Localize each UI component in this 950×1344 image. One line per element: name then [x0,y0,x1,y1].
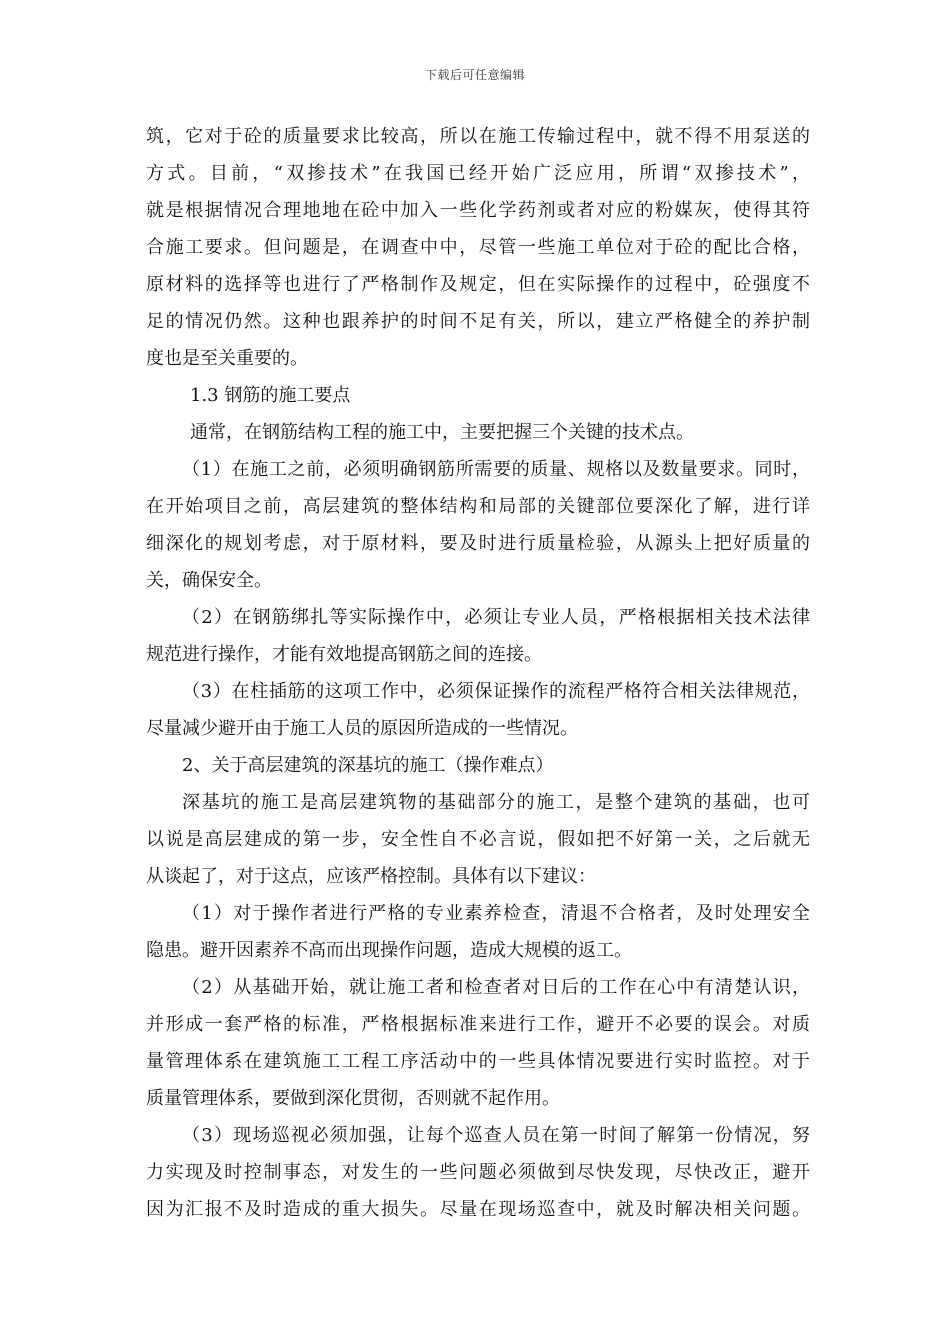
page-header: 下载后可任意编辑 [424,68,525,82]
text-line: 规范进行操作，才能有效地提高钢筋之间的连接。 [146,644,542,665]
text-line: 在开始项目之前，高层建筑的整体结构和局部的关键部位要深化了解，进行详 [146,496,810,517]
text-line: 原材料的选择等也进行了严格制作及规定，但在实际操作的过程中，砼强度不 [146,274,810,295]
list-item: （3）现场巡视必须加强，让每个巡查人员在第一时间了解第一份情况，努 [182,1125,810,1146]
list-item: （1）对于操作者进行严格的专业素养检查，清退不合格者，及时处理安全 [182,903,810,924]
text-line: 从谈起了，对于这点，应该严格控制。具体有以下建议： [146,866,596,887]
text-line: 因为汇报不及时造成的重大损失。尽量在现场巡查中，就及时解决相关问题。 [146,1199,810,1220]
list-item: （2）在钢筋绑扎等实际操作中，必须让专业人员，严格根据相关技术法律 [182,607,810,628]
text-line: 深基坑的施工是高层建筑物的基础部分的施工，是整个建筑的基础，也可 [182,792,810,813]
text-line: 方式。目前，“双掺技术”在我国已经开始广泛应用，所谓“双掺技术”， [146,163,810,184]
text-line: 筑，它对于砼的质量要求比较高，所以在施工传输过程中，就不得不用泵送的 [146,126,810,147]
text-line: 隐患。避开因素养不高而出现操作问题，造成大规模的返工。 [146,940,632,961]
section-heading: 2、关于高层建筑的深基坑的施工（操作难点） [182,755,554,776]
list-item: （2）从基础开始，就让施工者和检查者对日后的工作在心中有清楚认识， [182,977,810,998]
text-line: 量管理体系在建筑施工工程工序活动中的一些具体情况要进行实时监控。对于 [146,1051,810,1072]
text-line: 并形成一套严格的标准，严格根据标准来进行工作，避开不必要的误会。对质 [146,1014,810,1035]
text-line: 通常，在钢筋结构工程的施工中，主要把握三个关键的技术点。 [190,422,694,443]
text-line: 足的情况仍然。这种也跟养护的时间不足有关，所以，建立严格健全的养护制 [146,311,810,332]
list-item: （3）在柱插筋的这项工作中，必须保证操作的流程严格符合相关法律规范， [182,681,810,702]
text-line: 就是根据情况合理地地在砼中加入一些化学药剂或者对应的粉媒灰，使得其符 [146,200,810,221]
text-line: 关，确保安全。 [146,570,272,591]
text-line: 尽量减少避开由于施工人员的原因所造成的一些情况。 [146,718,578,739]
document-body [146,118,810,1228]
text-line: 力实现及时控制事态，对发生的一些问题必须做到尽快发现，尽快改正，避开 [146,1162,810,1183]
text-line: 质量管理体系，要做到深化贯彻，否则就不起作用。 [146,1088,560,1109]
text-line: 以说是高层建成的第一步，安全性自不必言说，假如把不好第一关，之后就无 [146,829,810,850]
text-line: 细深化的规划考虑，对于原材料，要及时进行质量检验，从源头上把好质量的 [146,533,810,554]
section-heading: 1.3 钢筋的施工要点 [190,385,351,406]
list-item: （1）在施工之前，必须明确钢筋所需要的质量、规格以及数量要求。同时， [182,459,810,480]
text-line: 度也是至关重要的。 [146,348,308,369]
text-line: 合施工要求。但问题是，在调查中中，尽管一些施工单位对于砼的配比合格， [146,237,810,258]
